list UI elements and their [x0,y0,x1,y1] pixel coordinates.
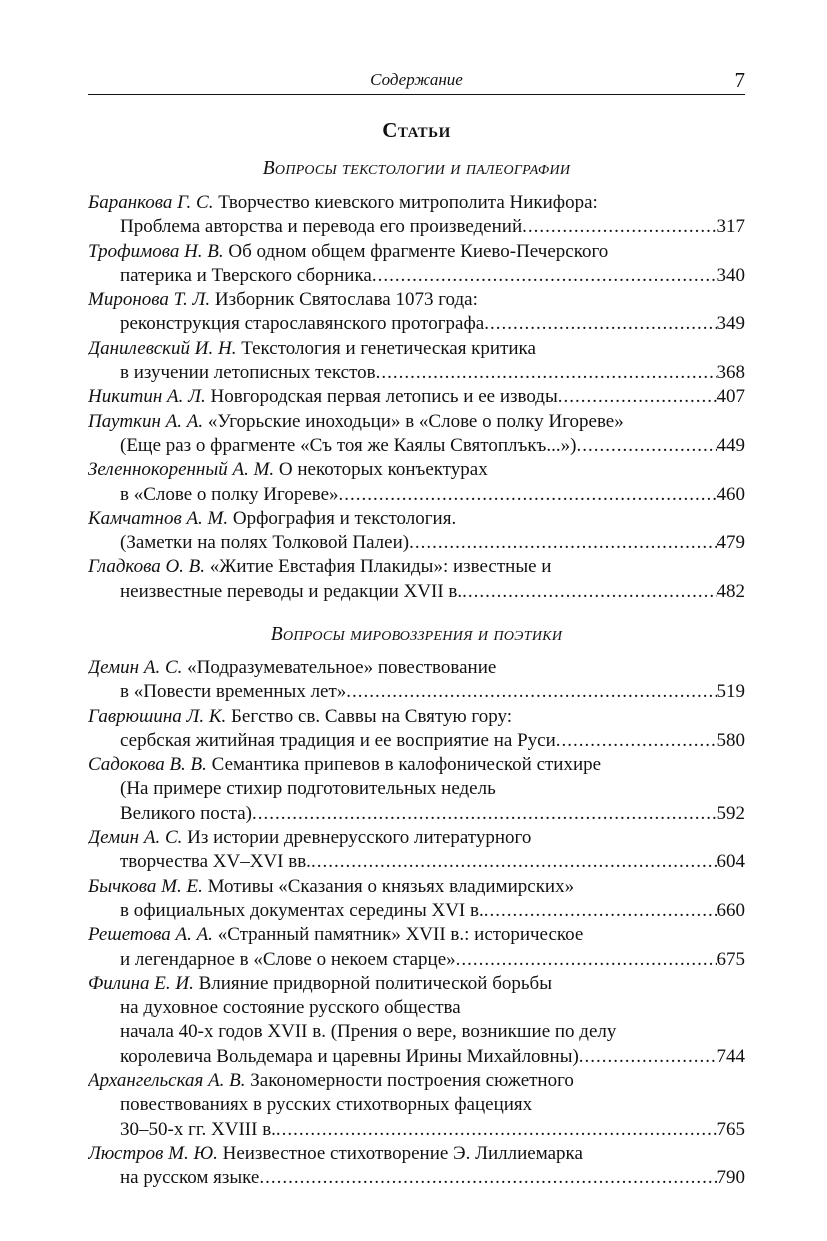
dot-leader [409,531,716,555]
toc-entry-line [88,1166,745,1190]
toc-entry-line [88,1142,745,1166]
toc-entry-author: Данилевский И. Н. [88,337,237,359]
toc-entry-text: Мотивы «Сказания о князьях владимирских» [207,875,575,897]
toc-entry-text: Изборник Святослава 1073 года: [214,289,478,311]
section-title: Статьи [382,118,451,142]
toc-entry [88,972,745,1069]
toc-entry [88,240,745,289]
dot-leader [522,215,716,239]
toc-entry-line [88,288,745,312]
toc-entry-line [88,240,745,264]
toc-entry [88,507,745,556]
toc-entry-page: 592 [716,802,745,824]
running-header [88,68,745,95]
toc-entry-page: 340 [716,264,745,286]
toc-entry-page: 519 [716,681,745,703]
dot-leader [311,850,717,874]
toc-entry-text: Орфография и текстология. [232,507,457,529]
toc-entry [88,337,745,386]
toc-entry-line [88,656,745,680]
dot-leader [456,948,717,972]
toc-entry-text: начала 40-х годов XVII в. (Прения о вере, возникшие по делу [120,1021,617,1043]
toc-entry-line [88,410,745,434]
toc-entry [88,1142,745,1191]
toc-entry-text: Закономерности построения сюжетного [250,1070,574,1092]
toc-entry-line [88,385,745,409]
toc-entry-line [88,312,745,336]
toc-entry-line [88,1020,745,1044]
toc-entry-line [88,850,745,874]
toc-entry-page: 580 [716,729,745,751]
toc-entry-line [88,1093,745,1117]
toc-entry [88,656,745,705]
toc-entry-line [88,777,745,801]
toc-entry-page: 407 [716,386,745,408]
toc-entry-text: на русском языке [120,1167,260,1189]
toc-entry-author: Никитин А. Л. [88,386,206,408]
toc-entry [88,923,745,972]
toc-entry-line [88,875,745,899]
toc-entry-author: Бычкова М. Е. [88,875,203,897]
dot-leader [259,1166,716,1190]
toc-entry-text: Текстология и генетическая критика [241,337,536,359]
toc-entry-author: Филина Е. И. [88,972,194,994]
toc-entry-page: 479 [716,532,745,554]
toc-entry-page: 368 [716,362,745,384]
dot-leader [558,385,717,409]
toc-entry-line [88,507,745,531]
toc-entry-page: 675 [716,948,745,970]
dot-leader [579,1045,717,1069]
toc-entry-author: Пауткин А. А. [88,410,204,432]
toc-entry-text: О некоторых конъектурах [278,459,488,481]
toc-entry-page: 317 [716,216,745,238]
toc-entry-line [88,361,745,385]
toc-entry-text: (Еще раз о фрагменте «Съ тоя же Каялы Святоплъкъ...») [120,434,577,456]
toc-entry-text: королевича Вольдемара и царевны Ирины Михайловны) [120,1045,579,1067]
toc-entry-line [88,753,745,777]
toc-entry-line [88,458,745,482]
toc-entry-line [88,215,745,239]
toc-entry-author: Решетова А. А. [88,924,213,946]
toc-entry-text: творчества XV–XVI вв. [120,851,311,873]
toc-entry-text: Из истории древнерусского литературного [187,827,532,849]
toc-entry-line [88,1069,745,1093]
toc-list-textology [88,191,745,604]
toc-entry-page: 790 [716,1167,745,1189]
toc-entry-text: (На примере стихир подготовительных недель [120,778,496,800]
toc-entry-text: повествованиях в русских стихотворных фацециях [120,1094,533,1116]
toc-entry-text: и легендарное в «Слове о некоем старце» [120,948,456,970]
toc-entry-line [88,899,745,923]
toc-entry-text: на духовное состояние русского общества [120,997,461,1019]
dot-leader [462,580,716,604]
toc-entry-page: 449 [716,434,745,456]
toc-entry-author: Садокова В. В. [88,754,207,776]
toc-entry-text: в «Слове о полку Игореве» [120,483,339,505]
toc-entry [88,288,745,337]
toc-entry-text: Великого поста) [120,802,252,824]
toc-entry-text: Проблема авторства и перевода его произведений [120,216,523,238]
toc-entry-text: Новгородская первая летопись и ее изводы [210,386,558,408]
toc-entry-author: Демин А. С. [88,827,183,849]
toc-entry-author: Камчатнов А. М. [88,507,229,529]
toc-entry-text: в изучении летописных текстов [120,362,376,384]
toc-entry-author: Трофимова Н. В. [88,240,224,262]
toc-entry-line [88,434,745,458]
toc-entry [88,458,745,507]
toc-entry [88,826,745,875]
toc-entry-author: Миронова Т. Л. [88,289,211,311]
toc-entry-line [88,802,745,826]
running-header-title: Содержание [370,70,463,89]
toc-entry-text: «Странный памятник» XVII в.: историческое [217,924,584,946]
dot-leader [346,680,716,704]
toc-entry-text: неизвестные переводы и редакции XVII в. [120,580,463,602]
dot-leader [556,729,717,753]
toc-entry [88,385,745,409]
dot-leader [484,312,716,336]
toc-entry-line [88,680,745,704]
toc-entry-page: 660 [716,899,745,921]
toc-entry-line [88,729,745,753]
toc-entry-text: 30–50-х гг. XVIII в. [120,1118,276,1140]
toc-entry-text: Семантика припевов в калофонической стихире [211,754,602,776]
toc-entry-author: Баранкова Г. С. [88,192,214,213]
toc-entry-text: Бегство св. Саввы на Святую гору: [230,705,512,727]
toc-entry-line [88,826,745,850]
dot-leader [339,483,717,507]
toc-entry-line [88,555,745,579]
toc-entry-text: реконструкция старославянского протографа [120,313,485,335]
toc-entry-line [88,923,745,947]
toc-entry-page: 349 [716,313,745,335]
toc-entry-text: сербская житийная традиция и ее восприятие на Руси [120,729,556,751]
toc-entry-line [88,1118,745,1142]
toc-entry [88,753,745,826]
toc-entry-text: Неизвестное стихотворение Э. Лиллиемарка [222,1142,583,1164]
toc-entry [88,705,745,754]
toc-entry-page: 765 [716,1118,745,1140]
toc-entry [88,555,745,604]
toc-entry-line [88,705,745,729]
toc-entry-line [88,264,745,288]
dot-leader [484,899,717,923]
toc-entry-line [88,996,745,1020]
toc-entry-text: Творчество киевского митрополита Никифора: [218,192,598,213]
toc-entry-text: «Подразумевательное» повествование [187,657,497,678]
toc-entry-line [88,580,745,604]
toc-entry-text: Об одном общем фрагменте Киево-Печерского [228,240,609,262]
toc-list-poetics [88,656,745,1191]
toc-entry-author: Гаврюшина Л. К. [88,705,227,727]
toc-entry-line [88,972,745,996]
toc-entry [88,875,745,924]
toc-entry-line [88,191,745,215]
toc-entry-text: (Заметки на полях Толковой Палеи) [120,532,410,554]
dot-leader [372,264,717,288]
toc-entry-text: патерика и Тверского сборника [120,264,372,286]
toc-entry-page: 482 [716,580,745,602]
toc-entry-author: Демин А. С. [88,657,183,678]
toc-entry-text: «Житие Евстафия Плакиды»: известные и [209,556,552,578]
toc-entry-line [88,948,745,972]
dot-leader [376,361,717,385]
toc-entry-author: Люстров М. Ю. [88,1142,218,1164]
toc-entry-line [88,531,745,555]
toc-entry-text: в официальных документах середины XVI в. [120,899,484,921]
page-number: 7 [734,68,745,92]
toc-entry-page: 604 [716,851,745,873]
toc-entry [88,410,745,459]
toc-entry-author: Зеленнокоренный А. М. [88,459,275,481]
toc-entry-line [88,337,745,361]
dot-leader [276,1118,717,1142]
toc-entry [88,191,745,240]
toc-entry-author: Гладкова О. В. [88,556,206,578]
toc-entry-text: Влияние придворной политической борьбы [198,972,552,994]
toc-entry-author: Архангельская А. В. [88,1070,246,1092]
toc-entry-text: в «Повести временных лет» [120,681,347,703]
toc-entry-page: 460 [716,483,745,505]
toc-entry [88,1069,745,1142]
toc-entry-text: «Угорьские иноходьци» в «Слове о полку Игореве» [207,410,624,432]
toc-entry-page: 744 [716,1045,745,1067]
dot-leader [252,802,717,826]
dot-leader [576,434,716,458]
subsection-title-poetics: Вопросы мировоззрения и поэтики [270,624,563,645]
subsection-title-textology: Вопросы текстологии и палеографии [262,158,571,179]
toc-entry-line [88,483,745,507]
toc-entry-line [88,1045,745,1069]
